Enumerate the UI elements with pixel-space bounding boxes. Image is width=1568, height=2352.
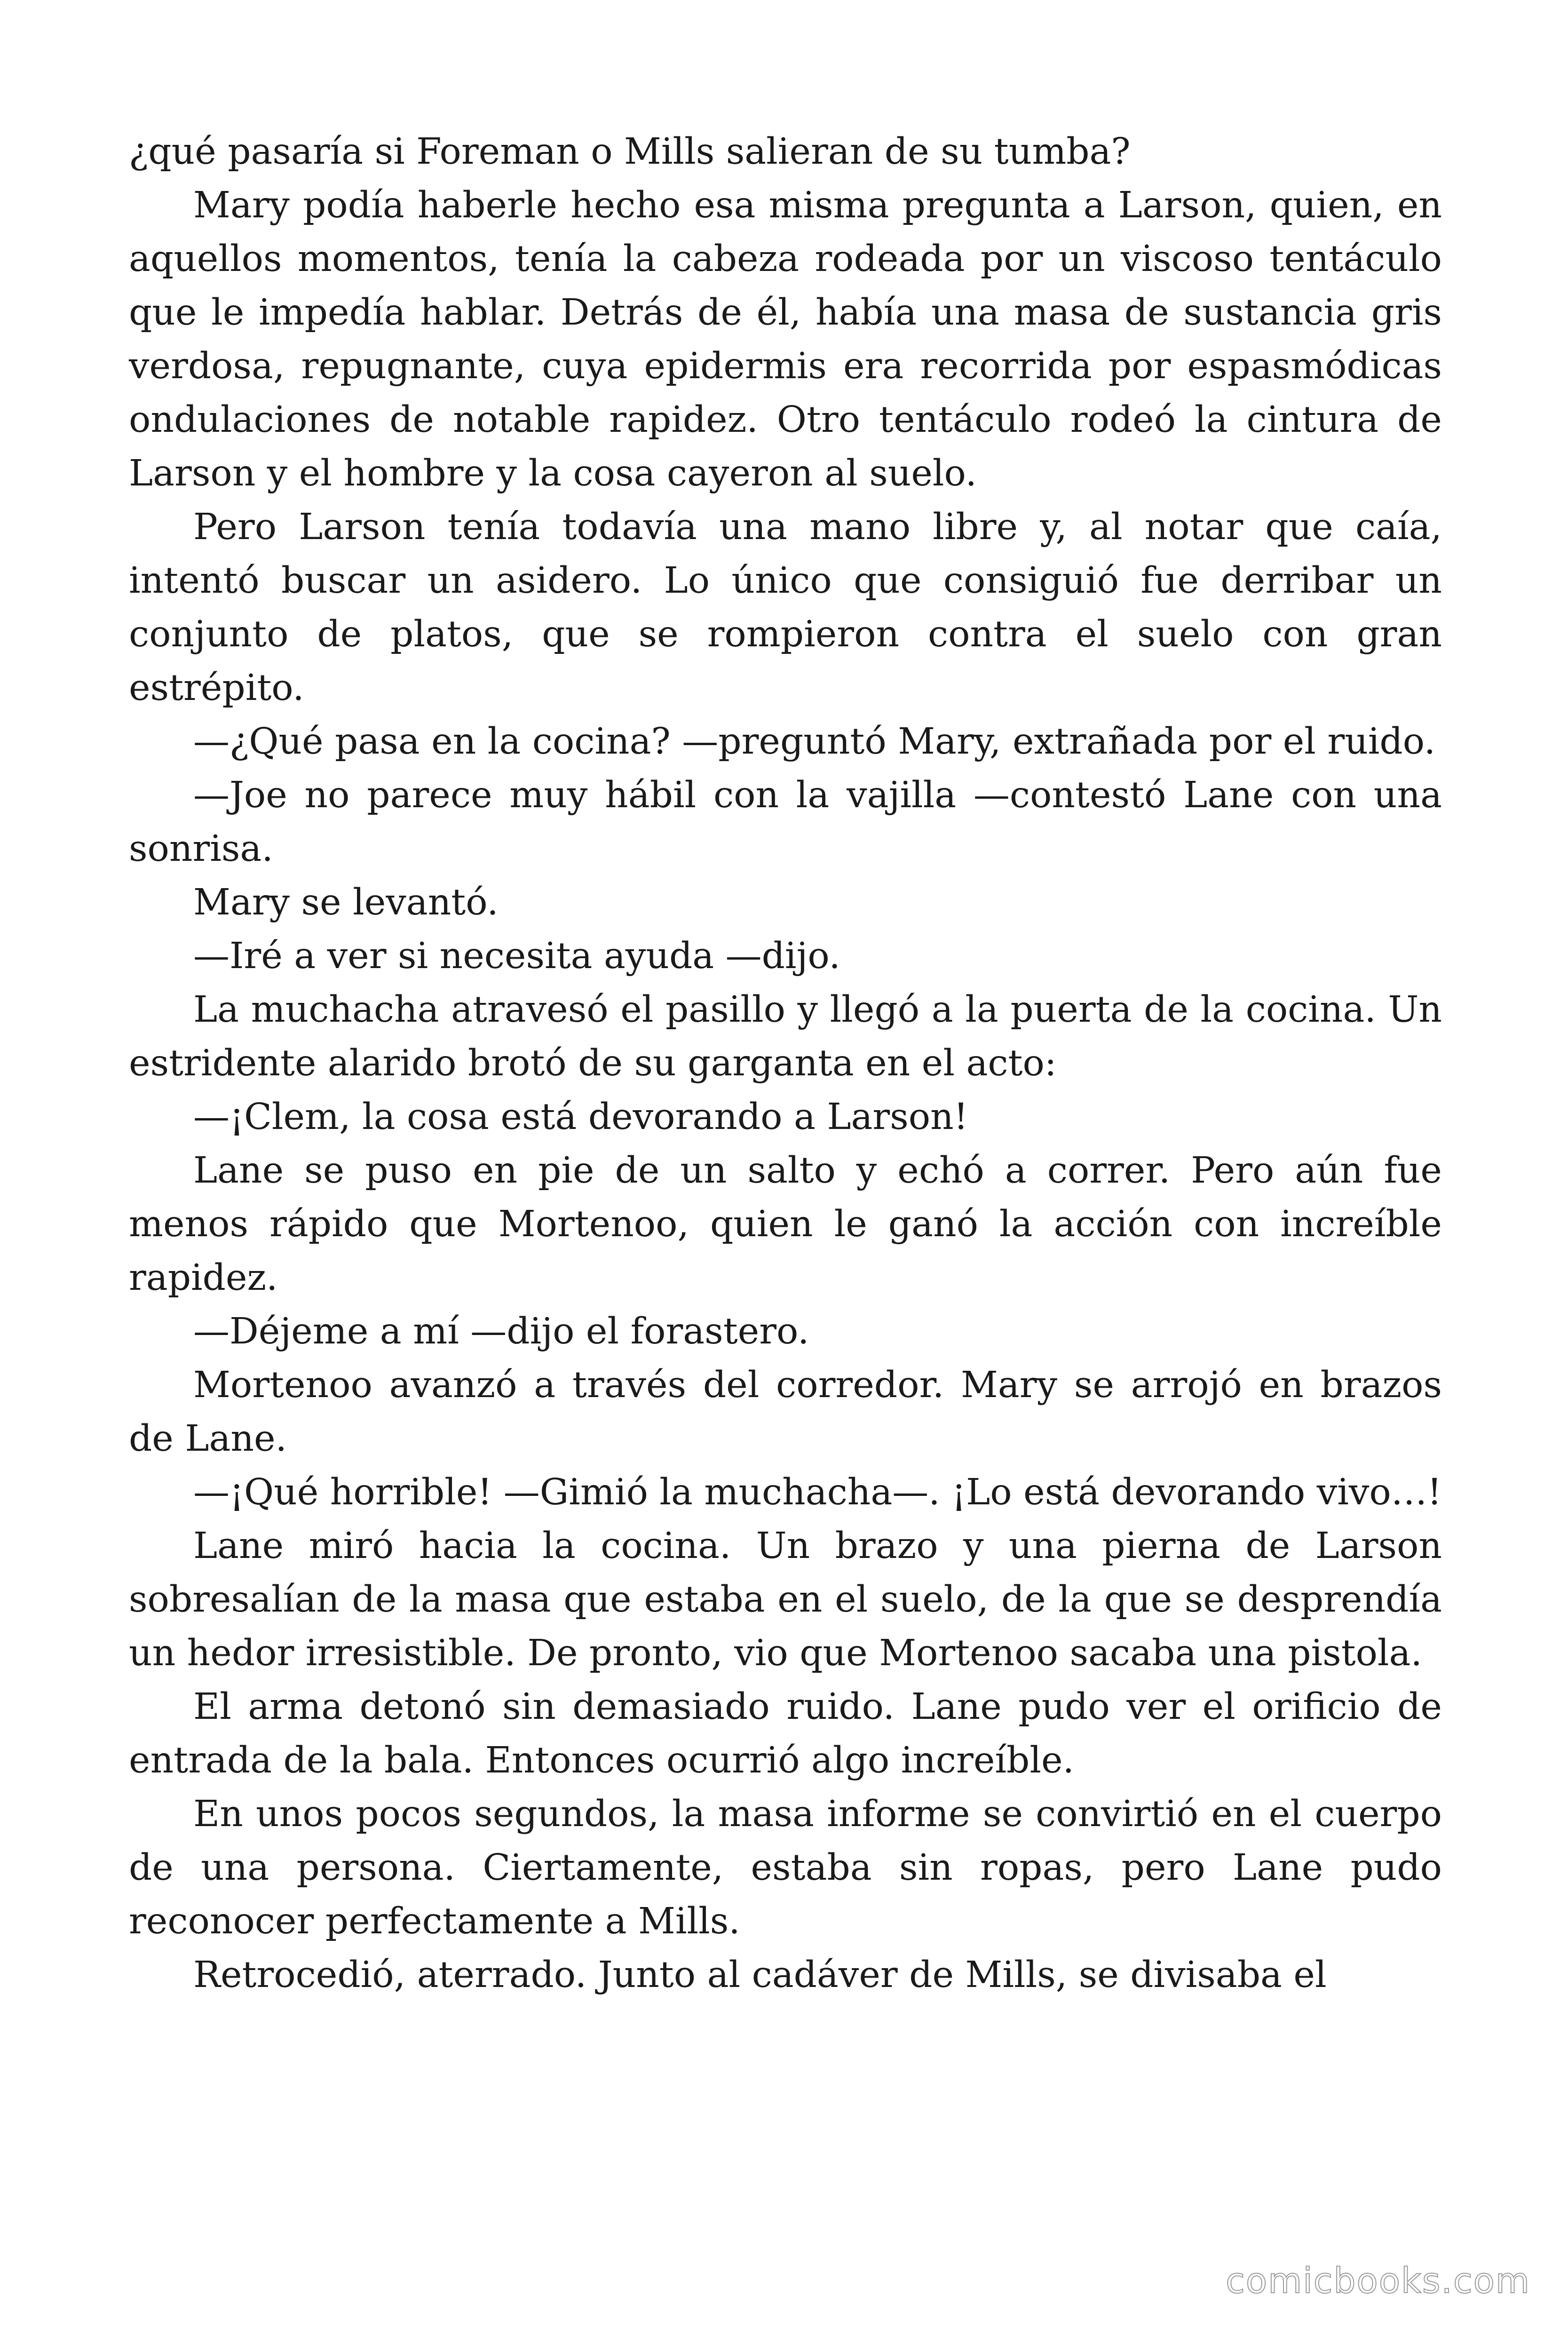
paragraph: —¡Qué horrible! —Gimió la muchacha—. ¡Lo está devorando vivo…! <box>193 1471 1442 1513</box>
paragraph: —Iré a ver si necesita ayuda —dijo. <box>193 935 840 977</box>
paragraph: Lane se puso en pie de un salto y echó a correr. Pero aún fue menos rápido que Mortenoo, quien le ganó la acción con increíble rapidez. <box>129 1150 1442 1299</box>
paragraph: Lane miró hacia la cocina. Un brazo y una pierna de Larson sobresalían de la masa que estaba en el suelo, de la que se desprendía un hedor irresistible. De pronto, vio que Mortenoo sacaba una pistola. <box>129 1525 1442 1674</box>
paragraph: Mary se levantó. <box>193 882 499 923</box>
paragraph: Pero Larson tenía todavía una mano libre y, al notar que caía, intentó buscar un asidero. Lo único que consiguió fue derribar un conjunto de platos, que se rompieron contra el suelo con gran estrépito. <box>129 506 1442 709</box>
paragraph: —Déjeme a mí —dijo el forastero. <box>193 1311 809 1352</box>
paragraph: En unos pocos segundos, la masa informe se convirtió en el cuerpo de una persona. Ciertamente, estaba sin ropas, pero Lane pudo reconocer perfectamente a Mills. <box>129 1793 1442 1942</box>
watermark: comicbooks.com <box>1226 2261 1530 2301</box>
paragraph: —¡Clem, la cosa está devorando a Larson! <box>193 1096 968 1138</box>
paragraph: —¿Qué pasa en la cocina? —preguntó Mary, extrañada por el ruido. <box>193 721 1436 763</box>
paragraph: El arma detonó sin demasiado ruido. Lane pudo ver el orificio de entrada de la bala. Entonces ocurrió algo increíble. <box>129 1686 1442 1781</box>
page-body <box>129 125 1442 2002</box>
paragraph: ¿qué pasaría si Foreman o Mills salieran de su tumba? <box>129 131 1131 173</box>
paragraph: La muchacha atravesó el pasillo y llegó a la puerta de la cocina. Un estridente alarido brotó de su garganta en el acto: <box>129 989 1442 1084</box>
paragraph: Retrocedió, aterrado. Junto al cadáver de Mills, se divisaba el <box>193 1954 1327 1996</box>
paragraph: Mary podía haberle hecho esa misma pregunta a Larson, quien, en aquellos momentos, tenía la cabeza rodeada por un viscoso tentáculo que le impedía hablar. Detrás de él, había una masa de sustancia gris verdosa, repugnante, cuya epidermis era recorrida por espasmódicas ondulaciones de notable rapidez. Otro tentáculo rodeó la cintura de Larson y el hombre y la cosa cayeron al suelo. <box>129 184 1442 494</box>
paragraph: —Joe no parece muy hábil con la vajilla —contestó Lane con una sonrisa. <box>129 774 1442 870</box>
paragraph: Mortenoo avanzó a través del corredor. Mary se arrojó en brazos de Lane. <box>129 1364 1442 1460</box>
